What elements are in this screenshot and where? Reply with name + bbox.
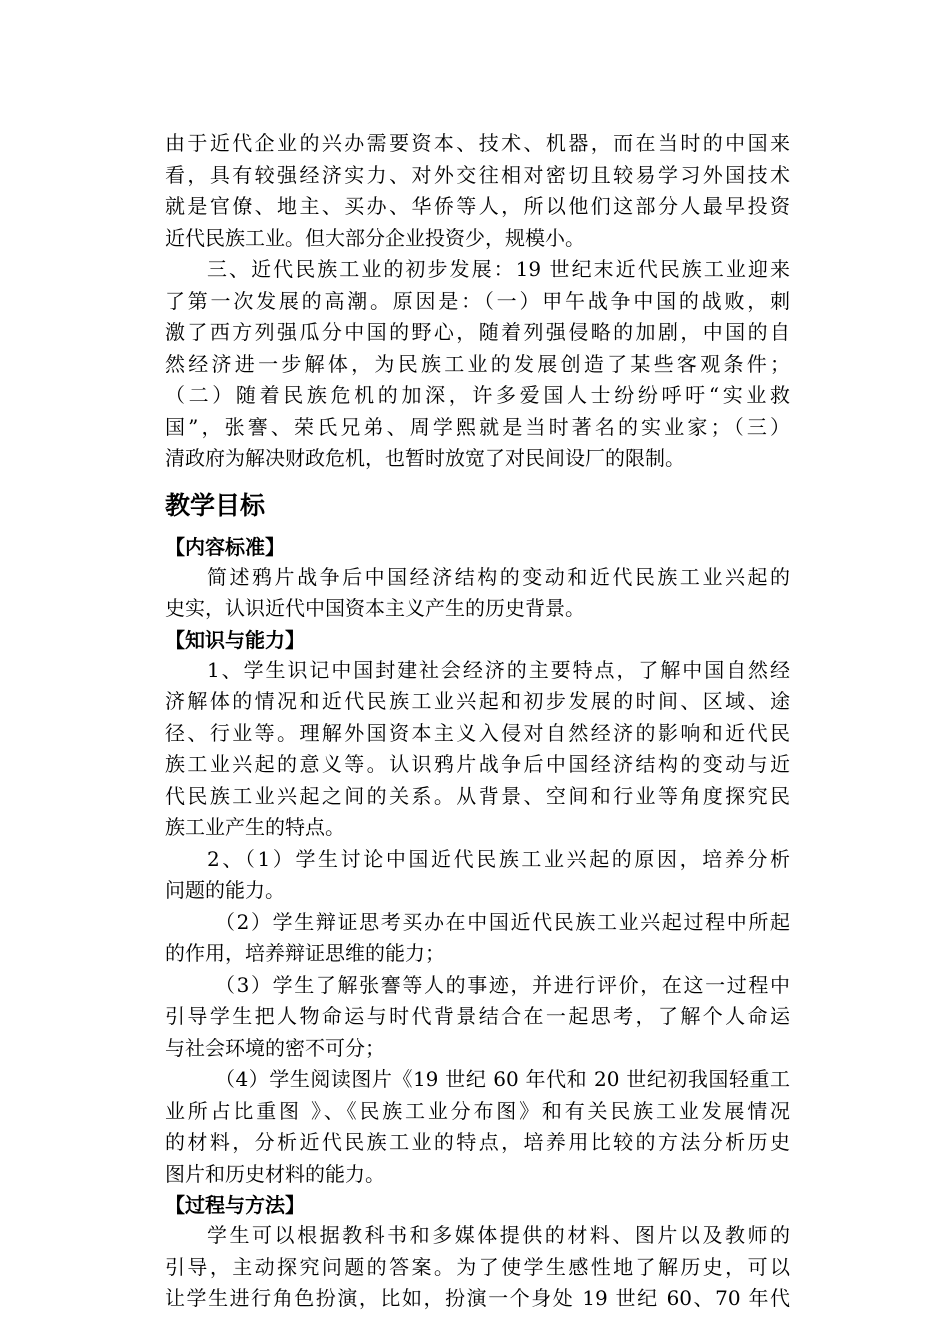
text-line: 代民族工业兴起之间的关系。从背景、空间和行业等角度探究民 bbox=[165, 783, 790, 808]
text-line: 1、学生识记中国封建社会经济的主要特点，了解中国自然经 bbox=[207, 657, 790, 682]
text-line: 与社会环境的密不可分； bbox=[165, 1035, 385, 1060]
text-line: 族工业产生的特点。 bbox=[165, 815, 345, 839]
text-line: 的作用，培养辩证思维的能力； bbox=[165, 941, 445, 965]
knowledge-item-2 bbox=[165, 844, 790, 907]
knowledge-item-1 bbox=[165, 655, 790, 844]
text-line: 的材料，分析近代民族工业的特点，培养用比较的方法分析历史 bbox=[165, 1130, 790, 1154]
text-line: 国”，张謇、荣氏兄弟、周学熙就是当时著名的实业家；（三） bbox=[165, 414, 790, 439]
text-line: 就是官僚、地主、买办、华侨等人，所以他们这部分人最早投资 bbox=[165, 194, 790, 218]
text-line: 图片和历史材料的能力。 bbox=[165, 1161, 385, 1186]
intro-paragraph bbox=[165, 128, 790, 254]
text-line: （3）学生了解张謇等人的事迹，并进行评价，在这一过程中 bbox=[215, 972, 790, 997]
text-line: （二）随着民族危机的加深，许多爱国人士纷纷呼吁“实业救 bbox=[165, 383, 790, 407]
text-line: 看，具有较强经济实力、对外交往相对密切且较易学习外国技术 bbox=[165, 162, 790, 187]
text-line: 清政府为解决财政危机，也暂时放宽了对民间设厂的限制。 bbox=[165, 446, 685, 470]
text-line: 史实，认识近代中国资本主义产生的历史背景。 bbox=[165, 596, 585, 620]
text-line: 引导学生把人物命运与时代背景结合在一起思考，了解个人命运 bbox=[165, 1004, 790, 1028]
text-line: 近代民族工业。但大部分企业投资少，规模小。 bbox=[165, 225, 585, 250]
document-page bbox=[165, 128, 790, 1315]
text-line: 了第一次发展的高潮。原因是：（一）甲午战争中国的战败，刺 bbox=[165, 288, 790, 313]
knowledge-item-2-3 bbox=[165, 970, 790, 1065]
text-line: 三、近代民族工业的初步发展：19 世纪末近代民族工业迎来 bbox=[207, 257, 790, 281]
process-method-paragraph bbox=[165, 1220, 790, 1315]
text-line: 让学生进行角色扮演，比如，扮演一个身处 19 世纪 60、70 年代 bbox=[165, 1286, 790, 1310]
section-heading: 教学目标 bbox=[165, 490, 266, 520]
section-three-paragraph bbox=[165, 254, 790, 475]
text-line: 问题的能力。 bbox=[165, 878, 285, 902]
subheading-process-method: 【过程与方法】 bbox=[165, 1193, 305, 1217]
text-line: 径、行业等。理解外国资本主义入侵对自然经济的影响和近代民 bbox=[165, 720, 790, 745]
subheading-knowledge-ability: 【知识与能力】 bbox=[165, 627, 305, 652]
content-standard-paragraph bbox=[165, 562, 790, 625]
text-line: 简述鸦片战争后中国经济结构的变动和近代民族工业兴起的 bbox=[207, 564, 790, 589]
knowledge-item-2-2 bbox=[165, 907, 790, 970]
text-line: 2、（1）学生讨论中国近代民族工业兴起的原因，培养分析 bbox=[207, 846, 790, 871]
text-line: 激了西方列强瓜分中国的野心，随着列强侵略的加剧，中国的自 bbox=[165, 320, 790, 344]
text-line: 引导，主动探究问题的答案。为了使学生感性地了解历史，可以 bbox=[165, 1254, 790, 1279]
knowledge-item-2-4 bbox=[165, 1064, 790, 1190]
text-line: （2）学生辩证思考买办在中国近代民族工业兴起过程中所起 bbox=[215, 909, 790, 934]
text-line: （4）学生阅读图片《19 世纪 60 年代和 20 世纪初我国轻重工 bbox=[215, 1067, 790, 1091]
text-line: 由于近代企业的兴办需要资本、技术、机器，而在当时的中国来 bbox=[165, 131, 790, 155]
text-line: 业所占比重图 》、《民族工业分布图》和有关民族工业发展情况 bbox=[165, 1098, 790, 1123]
text-line: 济解体的情况和近代民族工业兴起和初步发展的时间、区域、途 bbox=[165, 689, 790, 713]
text-line: 学生可以根据教科书和多媒体提供的材料、图片以及教师的 bbox=[207, 1223, 790, 1247]
text-line: 然经济进一步解体，为民族工业的发展创造了某些客观条件； bbox=[165, 351, 790, 376]
text-line: 族工业兴起的意义等。认识鸦片战争后中国经济结构的变动与近 bbox=[165, 752, 790, 776]
subheading-content-standard: 【内容标准】 bbox=[165, 534, 285, 559]
